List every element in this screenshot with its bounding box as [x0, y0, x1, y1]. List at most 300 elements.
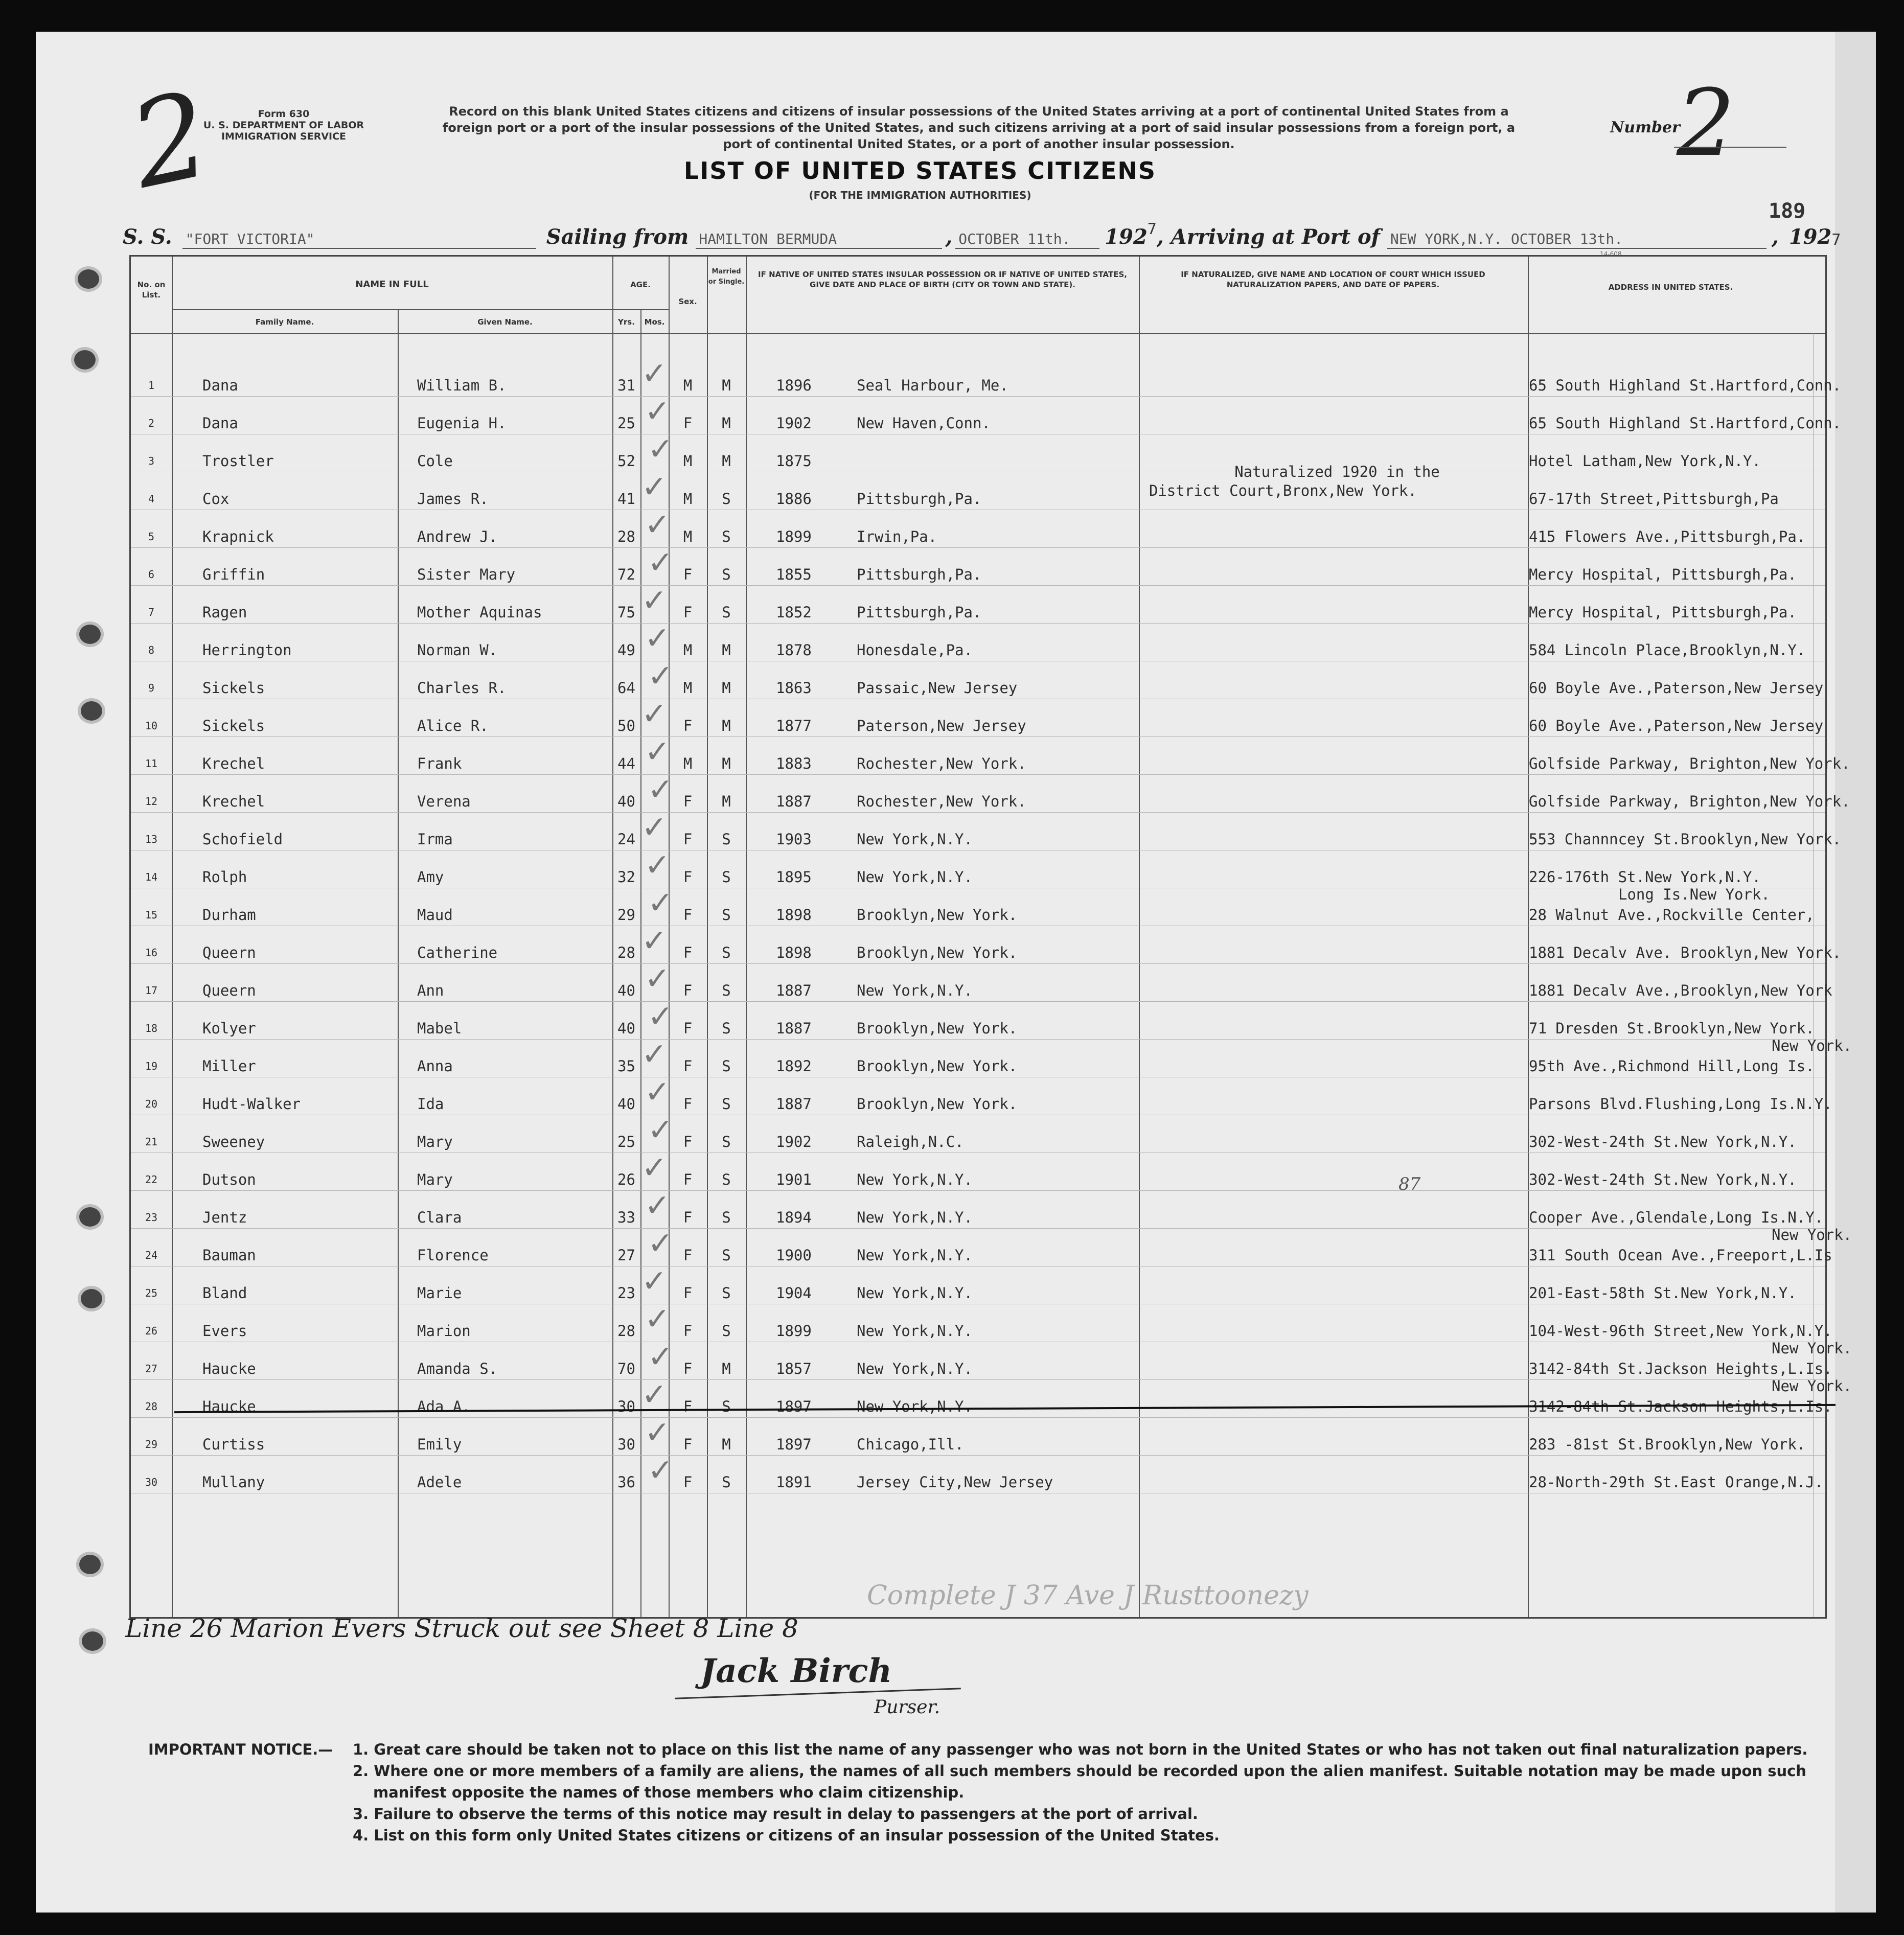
- naturalization-note-line: District Court,Bronx,New York.: [1149, 482, 1417, 499]
- sailing-port: HAMILTON BERMUDA: [696, 231, 942, 249]
- address: 201-East-58th St.New York,N.Y.: [1529, 1284, 1797, 1302]
- row-number: 10: [145, 720, 158, 732]
- family-name: Schofield: [202, 831, 283, 848]
- row-number: 21: [145, 1136, 158, 1148]
- family-name: Sickels: [202, 679, 265, 697]
- sex: F: [683, 414, 693, 432]
- sex: F: [683, 1171, 693, 1188]
- family-name: Dana: [202, 414, 238, 432]
- sex: M: [683, 641, 693, 659]
- service-name: IMMIGRATION SERVICE: [221, 131, 347, 142]
- instructions-line: port of continental United States, or a port of another insular possession.: [723, 137, 1235, 151]
- sex: F: [683, 944, 693, 961]
- check-mark: ✓: [641, 583, 668, 618]
- family-name: Jentz: [202, 1209, 247, 1226]
- birth-place: Paterson,New Jersey: [857, 717, 1026, 734]
- sailing-label: Sailing from: [546, 225, 689, 249]
- marital-status: S: [722, 982, 731, 999]
- address: 1881 Decalv Ave. Brooklyn,New York.: [1529, 944, 1842, 961]
- age-years: 44: [617, 755, 635, 772]
- sex: F: [683, 793, 693, 810]
- row-number: 26: [145, 1325, 158, 1337]
- given-name: Amy: [417, 868, 444, 886]
- birth-place: New York,N.Y.: [857, 1171, 973, 1188]
- birth-place: New York,N.Y.: [857, 1209, 973, 1226]
- address: 60 Boyle Ave.,Paterson,New Jersey: [1529, 717, 1824, 734]
- address: 3142-84th St.Jackson Heights,L.Is.: [1529, 1360, 1832, 1377]
- check-mark: ✓: [648, 885, 674, 921]
- birth-place: Brooklyn,New York.: [857, 944, 1018, 961]
- marital-status: S: [722, 1171, 731, 1188]
- row-number: 19: [145, 1060, 158, 1072]
- check-mark: ✓: [648, 658, 674, 694]
- stray-mark: 87: [1398, 1174, 1421, 1194]
- check-mark: ✓: [641, 1377, 668, 1413]
- instructions: [381, 103, 1577, 152]
- sex: F: [683, 1020, 693, 1037]
- birth-place: Pittsburgh,Pa.: [857, 490, 982, 508]
- birth-place: Seal Harbour, Me.: [857, 377, 1008, 394]
- row-number: 14: [145, 871, 158, 883]
- family-name: Bauman: [202, 1247, 256, 1264]
- address: 28-North-29th St.East Orange,N.J.: [1529, 1473, 1824, 1491]
- row-number: 12: [145, 795, 158, 808]
- marital-status: S: [722, 831, 731, 848]
- given-name: Anna: [417, 1057, 453, 1075]
- notice-item: 2. Where one or more members of a family are aliens, the names of all such members should be recorded upon the alien manifest. Suitable notation may be made upon such: [353, 1762, 1806, 1780]
- birth-year: 1895: [776, 868, 812, 886]
- marital-status: M: [722, 1360, 731, 1377]
- family-name: Miller: [202, 1057, 256, 1075]
- family-name: Hudt-Walker: [202, 1095, 301, 1113]
- marital-status: S: [722, 490, 731, 508]
- check-mark: ✓: [645, 961, 671, 997]
- age-years: 40: [617, 1095, 635, 1113]
- check-mark: ✓: [641, 469, 668, 505]
- check-mark: ✓: [648, 999, 674, 1034]
- notice-item: 3. Failure to observe the terms of this notice may result in delay to passengers at the port of arrival.: [353, 1805, 1198, 1823]
- birth-year: 1903: [776, 831, 812, 848]
- family-name: Krechel: [202, 755, 265, 772]
- row-number: 23: [145, 1211, 158, 1224]
- address: 71 Dresden St.Brooklyn,New York.: [1529, 1020, 1815, 1037]
- given-name: Mother Aquinas: [417, 604, 542, 621]
- age-years: 30: [617, 1436, 635, 1453]
- row-number: 16: [145, 947, 158, 959]
- marital-status: S: [722, 1209, 731, 1226]
- row-number: 1: [148, 379, 155, 391]
- ss-label: S. S.: [123, 225, 172, 249]
- family-name: Mullany: [202, 1473, 265, 1491]
- birth-year: 1897: [776, 1436, 812, 1453]
- row-number: 29: [145, 1438, 158, 1450]
- sex: M: [683, 528, 693, 545]
- sex: M: [683, 490, 693, 508]
- check-mark: ✓: [645, 847, 671, 883]
- check-mark: ✓: [641, 696, 668, 732]
- manifest-page: [36, 32, 1876, 1913]
- age-years: 40: [617, 1020, 635, 1037]
- punch-hole: [81, 1289, 102, 1308]
- marital-status: S: [722, 604, 731, 621]
- age-years: 28: [617, 528, 635, 545]
- birth-place: Honesdale,Pa.: [857, 641, 973, 659]
- address-continuation: Long Is.New York.: [1618, 886, 1770, 903]
- form-identification: [164, 108, 404, 142]
- marital-status: M: [722, 1436, 731, 1453]
- given-name: James R.: [417, 490, 489, 508]
- family-name: Dana: [202, 377, 238, 394]
- row-number: 8: [148, 644, 155, 656]
- family-name: Queern: [202, 944, 256, 961]
- form-number: Form 630: [258, 108, 310, 120]
- age-years: 40: [617, 793, 635, 810]
- row-number: 18: [145, 1022, 158, 1034]
- check-mark: ✓: [645, 734, 671, 770]
- sex: M: [683, 679, 693, 697]
- given-name: Adele: [417, 1473, 462, 1491]
- sex: F: [683, 1209, 693, 1226]
- family-name: Queern: [202, 982, 256, 999]
- age-years: 75: [617, 604, 635, 621]
- birth-year: 1898: [776, 906, 812, 924]
- birth-year: 1883: [776, 755, 812, 772]
- marital-status: S: [722, 1095, 731, 1113]
- birth-place: New York,N.Y.: [857, 1247, 973, 1264]
- address: Cooper Ave.,Glendale,Long Is.N.Y.: [1529, 1209, 1824, 1226]
- sex: F: [683, 1473, 693, 1491]
- birth-year: 1892: [776, 1057, 812, 1075]
- header-years: Yrs.: [618, 317, 635, 327]
- given-name: Irma: [417, 831, 453, 848]
- marital-status: S: [722, 944, 731, 961]
- marital-status: M: [722, 452, 731, 470]
- age-years: 33: [617, 1209, 635, 1226]
- instructions-line: Record on this blank United States citizens and citizens of insular possessions of the United States arriving at a port of continental United States from a: [449, 104, 1509, 119]
- age-years: 27: [617, 1247, 635, 1264]
- birth-place: Brooklyn,New York.: [857, 906, 1018, 924]
- given-name: Alice R.: [417, 717, 489, 734]
- given-name: Clara: [417, 1209, 462, 1226]
- birth-year: 1857: [776, 1360, 812, 1377]
- arriving-label: Arriving at Port of: [1171, 225, 1380, 249]
- header-number: No. on List.: [137, 280, 166, 300]
- birth-place: Pittsburgh,Pa.: [857, 566, 982, 583]
- birth-year: 1887: [776, 1020, 812, 1037]
- row-number: 2: [148, 417, 155, 429]
- purser-title: Purser.: [874, 1697, 940, 1718]
- address: 226-176th St.New York,N.Y.: [1529, 868, 1761, 886]
- sex: F: [683, 1322, 693, 1340]
- page-subtitle: (FOR THE IMMIGRATION AUTHORITIES): [809, 189, 1031, 201]
- check-mark: ✓: [648, 1453, 674, 1488]
- age-years: 31: [617, 377, 635, 394]
- birth-year: 1899: [776, 528, 812, 545]
- birth-year: 1855: [776, 566, 812, 583]
- birth-place: Pittsburgh,Pa.: [857, 604, 982, 621]
- row-number: 20: [145, 1098, 158, 1110]
- address: 584 Lincoln Place,Brooklyn,N.Y.: [1529, 641, 1806, 659]
- check-mark: ✓: [641, 1036, 668, 1072]
- address-continuation: New York.: [1772, 1226, 1852, 1243]
- given-name: Ann: [417, 982, 444, 999]
- age-years: 25: [617, 414, 635, 432]
- birth-year: 1897: [776, 1398, 812, 1415]
- marital-status: S: [722, 1057, 731, 1075]
- birth-place: New York,N.Y.: [857, 982, 973, 999]
- age-years: 40: [617, 982, 635, 999]
- voyage-line: S. S. "FORT VICTORIA" Sailing from HAMILTON BERMUDA , OCTOBER 11th. 192 7 , Arriving at Port of NEW YORK,N.Y. OCTOBER 13th. , 192 7: [123, 220, 1841, 249]
- row-number: 9: [148, 682, 155, 694]
- address: 302-West-24th St.New York,N.Y.: [1529, 1133, 1797, 1150]
- check-mark: ✓: [645, 1415, 671, 1450]
- marital-status: M: [722, 755, 731, 772]
- number-label: Number: [1610, 119, 1680, 136]
- birth-place: Passaic,New Jersey: [857, 679, 1018, 697]
- given-name: Charles R.: [417, 679, 507, 697]
- address: 28 Walnut Ave.,Rockville Center,: [1529, 906, 1815, 924]
- number-underline: [1674, 147, 1786, 148]
- given-name: Mary: [417, 1133, 453, 1150]
- check-mark: ✓: [641, 356, 668, 391]
- sex: F: [683, 1436, 693, 1453]
- birth-place: New York,N.Y.: [857, 831, 973, 848]
- row-number: 28: [145, 1400, 158, 1413]
- family-name: Sweeney: [202, 1133, 265, 1150]
- address: 3142-84th St.Jackson Heights,L.Is.: [1529, 1398, 1832, 1415]
- age-years: 30: [617, 1398, 635, 1415]
- address: 311 South Ocean Ave.,Freeport,L.Is: [1529, 1247, 1832, 1264]
- age-years: 49: [617, 641, 635, 659]
- punch-hole: [81, 701, 102, 721]
- given-name: Ida: [417, 1095, 444, 1113]
- birth-place: New York,N.Y.: [857, 1322, 973, 1340]
- birth-place: New York,N.Y.: [857, 1398, 973, 1415]
- age-years: 28: [617, 1322, 635, 1340]
- punch-hole: [82, 1631, 103, 1651]
- small-code: 14-608: [1600, 250, 1622, 258]
- row-number: 6: [148, 568, 155, 581]
- marital-status: M: [722, 793, 731, 810]
- address: 415 Flowers Ave.,Pittsburgh,Pa.: [1529, 528, 1806, 545]
- number-value: 2: [1677, 70, 1735, 177]
- age-years: 29: [617, 906, 635, 924]
- marital-status: S: [722, 1284, 731, 1302]
- marital-status: S: [722, 528, 731, 545]
- family-name: Griffin: [202, 566, 265, 583]
- sex: F: [683, 831, 693, 848]
- age-years: 28: [617, 944, 635, 961]
- given-name: Cole: [417, 452, 453, 470]
- check-mark: ✓: [648, 772, 674, 808]
- birth-place: New York,N.Y.: [857, 1284, 973, 1302]
- check-mark: ✓: [641, 1150, 668, 1186]
- row-number: 25: [145, 1287, 158, 1299]
- address: 104-West-96th Street,New York,N.Y.: [1529, 1322, 1832, 1340]
- check-mark: ✓: [648, 431, 674, 467]
- marital-status: S: [722, 566, 731, 583]
- row-number: 3: [148, 455, 155, 467]
- birth-year: 1896: [776, 377, 812, 394]
- header-sex: Sex.: [678, 297, 697, 306]
- given-name: Marie: [417, 1284, 462, 1302]
- address: Golfside Parkway, Brighton,New York.: [1529, 793, 1850, 810]
- birth-year: 1877: [776, 717, 812, 734]
- birth-place: Rochester,New York.: [857, 755, 1026, 772]
- sex: F: [683, 717, 693, 734]
- given-name: Florence: [417, 1247, 489, 1264]
- row-number: 13: [145, 833, 158, 845]
- year-prefix: 192: [1788, 225, 1832, 249]
- given-name: Ada A.: [417, 1398, 471, 1415]
- family-name: Haucke: [202, 1360, 256, 1377]
- address-continuation: New York.: [1772, 1377, 1852, 1395]
- header-naturalized: IF NATURALIZED, GIVE NAME AND LOCATION OF COURT WHICH ISSUED NATURALIZATION PAPERS, AND DATE OF PAPERS.: [1181, 270, 1485, 289]
- row-number: 11: [145, 757, 158, 770]
- birth-year: 1887: [776, 793, 812, 810]
- family-name: Herrington: [202, 641, 292, 659]
- row-number: 7: [148, 606, 155, 618]
- address: Hotel Latham,New York,N.Y.: [1529, 452, 1761, 470]
- marital-status: S: [722, 1020, 731, 1037]
- family-name: Kolyer: [202, 1020, 256, 1037]
- birth-place: Jersey City,New Jersey: [857, 1473, 1053, 1491]
- check-mark: ✓: [645, 620, 671, 656]
- sex: M: [683, 452, 693, 470]
- birth-year: 1902: [776, 414, 812, 432]
- sex: M: [683, 755, 693, 772]
- address: Parsons Blvd.Flushing,Long Is.N.Y.: [1529, 1095, 1832, 1113]
- marital-status: S: [722, 1322, 731, 1340]
- age-years: 52: [617, 452, 635, 470]
- sailing-date: OCTOBER 11th.: [955, 231, 1099, 249]
- check-mark: ✓: [645, 507, 671, 543]
- address: 553 Channncey St.Brooklyn,New York.: [1529, 831, 1842, 848]
- row-number: 22: [145, 1173, 158, 1186]
- notice-item: manifest opposite the names of those members who claim citizenship.: [373, 1784, 965, 1801]
- age-years: 32: [617, 868, 635, 886]
- family-name: Durham: [202, 906, 256, 924]
- check-mark: ✓: [641, 810, 668, 845]
- marital-status: S: [722, 868, 731, 886]
- birth-place: New York,N.Y.: [857, 1360, 973, 1377]
- given-name: Mary: [417, 1171, 453, 1188]
- ship-name: "FORT VICTORIA": [182, 231, 536, 249]
- header-name-in-full: NAME IN FULL: [355, 279, 429, 290]
- check-mark: ✓: [645, 1301, 671, 1337]
- birth-place: Irwin,Pa.: [857, 528, 937, 545]
- age-years: 64: [617, 679, 635, 697]
- marital-status: S: [722, 1473, 731, 1491]
- check-mark: ✓: [648, 545, 674, 581]
- given-name: Marion: [417, 1322, 471, 1340]
- row-number: 15: [145, 909, 158, 921]
- check-mark: ✓: [648, 1112, 674, 1148]
- header-family-name: Family Name.: [255, 317, 314, 327]
- pencil-note: Complete J 37 Ave J Rusttoonezy: [867, 1580, 1309, 1611]
- check-mark: ✓: [648, 1226, 674, 1261]
- address: 95th Ave.,Richmond Hill,Long Is.: [1529, 1057, 1815, 1075]
- sex: F: [683, 1398, 693, 1415]
- age-years: 50: [617, 717, 635, 734]
- birth-place: Chicago,Ill.: [857, 1436, 964, 1453]
- given-name: Norman W.: [417, 641, 498, 659]
- address: 67-17th Street,Pittsburgh,Pa: [1529, 490, 1779, 508]
- birth-year: 1902: [776, 1133, 812, 1150]
- birth-place: New Haven,Conn.: [857, 414, 991, 432]
- sex: F: [683, 1360, 693, 1377]
- row-number: 24: [145, 1249, 158, 1261]
- header-married: Married or Single.: [708, 268, 745, 286]
- sex: F: [683, 1247, 693, 1264]
- birth-year: 1875: [776, 452, 812, 470]
- birth-place: Brooklyn,New York.: [857, 1057, 1018, 1075]
- family-name: Bland: [202, 1284, 247, 1302]
- row-number: 5: [148, 531, 155, 543]
- age-years: 25: [617, 1133, 635, 1150]
- family-name: Curtiss: [202, 1436, 265, 1453]
- address: Mercy Hospital, Pittsburgh,Pa.: [1529, 566, 1797, 583]
- family-name: Trostler: [202, 452, 274, 470]
- age-years: 41: [617, 490, 635, 508]
- check-mark: ✓: [641, 923, 668, 959]
- purser-signature: Jack Birch: [700, 1652, 892, 1690]
- birth-year: 1904: [776, 1284, 812, 1302]
- sex: F: [683, 906, 693, 924]
- family-name: Rolph: [202, 868, 247, 886]
- address: 1881 Decalv Ave.,Brooklyn,New York: [1529, 982, 1832, 999]
- sex: F: [683, 566, 693, 583]
- arriving-port: NEW YORK,N.Y. OCTOBER 13th.: [1387, 231, 1767, 249]
- sex: M: [683, 377, 693, 394]
- birth-place: Rochester,New York.: [857, 793, 1026, 810]
- address-continuation: New York.: [1772, 1340, 1852, 1357]
- row-number: 17: [145, 984, 158, 997]
- family-name: Sickels: [202, 717, 265, 734]
- punch-hole: [79, 1555, 101, 1574]
- page-edge: [1835, 32, 1876, 1913]
- handwritten-footer-note: Line 26 Marion Evers Struck out see Sheet 8 Line 8: [125, 1614, 798, 1643]
- birth-place: Brooklyn,New York.: [857, 1095, 1018, 1113]
- address-continuation: New York.: [1772, 1037, 1852, 1054]
- naturalization-note-line: Naturalized 1920 in the: [1234, 463, 1440, 480]
- punch-hole: [79, 1207, 101, 1227]
- given-name: Sister Mary: [417, 566, 516, 583]
- birth-year: 1887: [776, 982, 812, 999]
- birth-year: 1894: [776, 1209, 812, 1226]
- age-years: 36: [617, 1473, 635, 1491]
- sex: F: [683, 868, 693, 886]
- check-mark: ✓: [645, 1188, 671, 1224]
- header-months: Mos.: [644, 317, 665, 327]
- address: 302-West-24th St.New York,N.Y.: [1529, 1171, 1797, 1188]
- birth-year: 1899: [776, 1322, 812, 1340]
- birth-year: 1891: [776, 1473, 812, 1491]
- given-name: Maud: [417, 906, 453, 924]
- punch-hole: [79, 625, 101, 644]
- age-years: 23: [617, 1284, 635, 1302]
- family-name: Krapnick: [202, 528, 274, 545]
- header-age: AGE.: [630, 280, 651, 289]
- given-name: Verena: [417, 793, 471, 810]
- notice-items: [353, 1739, 1807, 1846]
- marital-status: S: [722, 1398, 731, 1415]
- marital-status: M: [722, 414, 731, 432]
- punch-hole: [74, 350, 96, 370]
- age-years: 35: [617, 1057, 635, 1075]
- given-name: Frank: [417, 755, 462, 772]
- department-name: U. S. DEPARTMENT OF LABOR: [203, 120, 364, 131]
